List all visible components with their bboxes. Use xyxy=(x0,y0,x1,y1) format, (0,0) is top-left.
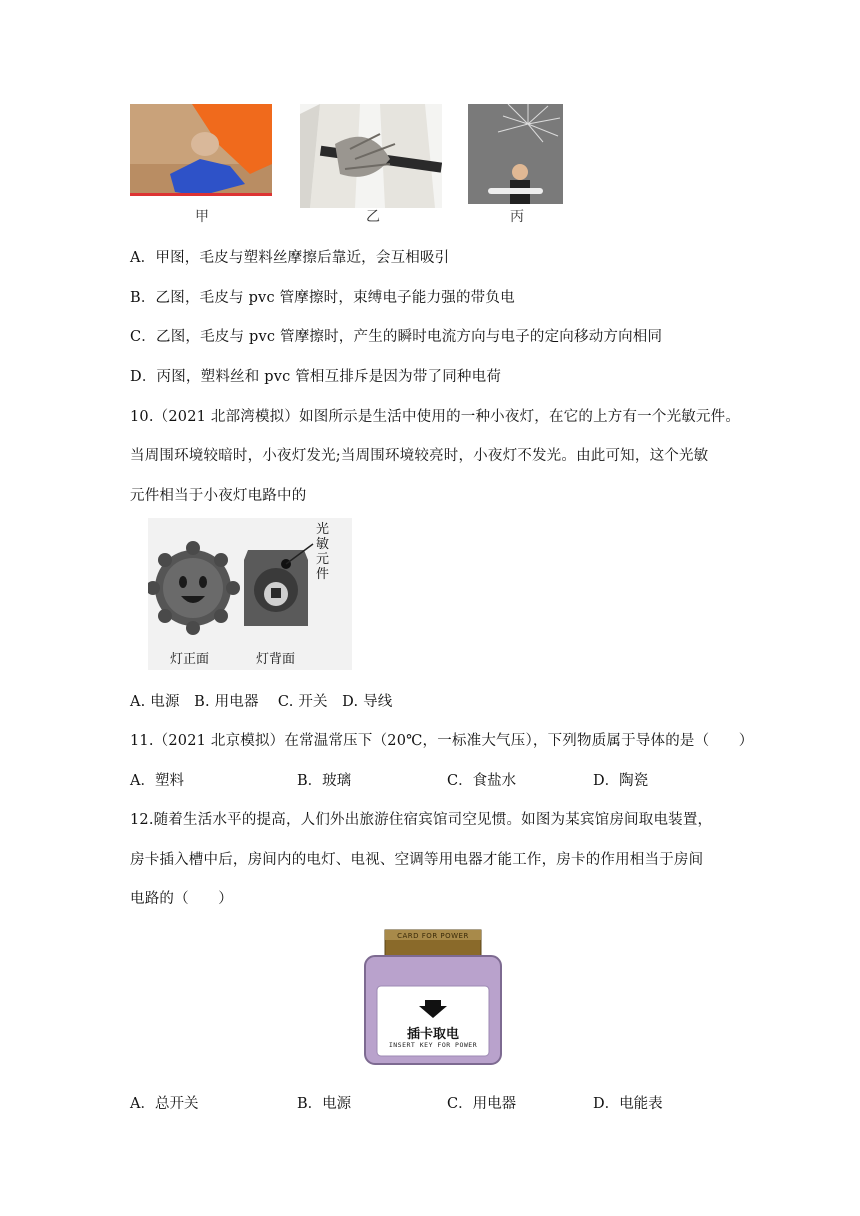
q9-image-bing xyxy=(468,104,563,204)
q12-option-a: A．总开关 xyxy=(130,1096,199,1112)
q11-stem: 11.（2021 北京模拟）在常温常压下（20℃，一标准大气压），下列物质属于导体的是（ ） xyxy=(130,733,754,749)
q11-option-b: B．玻璃 xyxy=(297,773,352,789)
q12-option-b: B．电源 xyxy=(297,1096,352,1112)
q12-card-text: CARD FOR POWER xyxy=(397,932,469,940)
q9-image-yi xyxy=(300,104,442,208)
q12-stem-line-3: 电路的（ ） xyxy=(130,891,233,907)
q12-panel-text: 插卡取电 xyxy=(406,1027,459,1042)
q9-label-bing: 丙 xyxy=(510,209,524,225)
q10-stem-line-1: 10.（2021 北部湾模拟）如图所示是生活中使用的一种小夜灯，在它的上方有一个光敏元件。 xyxy=(130,409,741,425)
q10-stem-line-3: 元件相当于小夜灯电路中的 xyxy=(130,488,307,504)
q10-stem-line-2: 当周围环境较暗时，小夜灯发光;当周围环境较亮时，小夜灯不发光。由此可知，这个光敏 xyxy=(130,448,709,464)
q10-nightlight-figure xyxy=(148,518,352,670)
q12-stem-line-1: 12.随着生活水平的提高，人们外出旅游住宿宾馆司空见惯。如图为某宾馆房间取电装置， xyxy=(130,812,713,828)
q9-option-c: C．乙图，毛皮与 pvc 管摩擦时，产生的瞬时电流方向与电子的定向移动方向相同 xyxy=(130,329,663,345)
q10-front-label: 灯正面 xyxy=(170,652,210,667)
q11-option-c: C．食盐水 xyxy=(447,773,517,789)
q12-panel-subtext: INSERT KEY FOR POWER xyxy=(388,1041,478,1049)
q12-stem-line-2: 房卡插入槽中后，房间内的电灯、电视、空调等用电器才能工作，房卡的作用相当于房间 xyxy=(130,852,704,868)
q9-option-a: A．甲图，毛皮与塑料丝摩擦后靠近，会互相吸引 xyxy=(130,250,450,266)
q11-option-a: A．塑料 xyxy=(130,773,184,789)
q12-card-slot-figure xyxy=(363,928,503,1066)
q10-options: A. 电源 B. 用电器 C. 开关 D. 导线 xyxy=(130,694,393,710)
q10-back-label: 灯背面 xyxy=(256,652,296,667)
q9-option-b: B．乙图，毛皮与 pvc 管摩擦时，束缚电子能力强的带负电 xyxy=(130,290,515,306)
q9-option-d: D．丙图，塑料丝和 pvc 管相互排斥是因为带了同种电荷 xyxy=(130,369,502,385)
q12-option-d: D．电能表 xyxy=(593,1096,663,1112)
q9-image-jia xyxy=(130,104,272,212)
q10-sensor-label: 光敏元件 xyxy=(316,522,330,582)
q9-label-yi: 乙 xyxy=(366,209,380,225)
q9-label-jia: 甲 xyxy=(195,209,209,225)
q12-option-c: C．用电器 xyxy=(447,1096,517,1112)
q11-option-d: D．陶瓷 xyxy=(593,773,649,789)
